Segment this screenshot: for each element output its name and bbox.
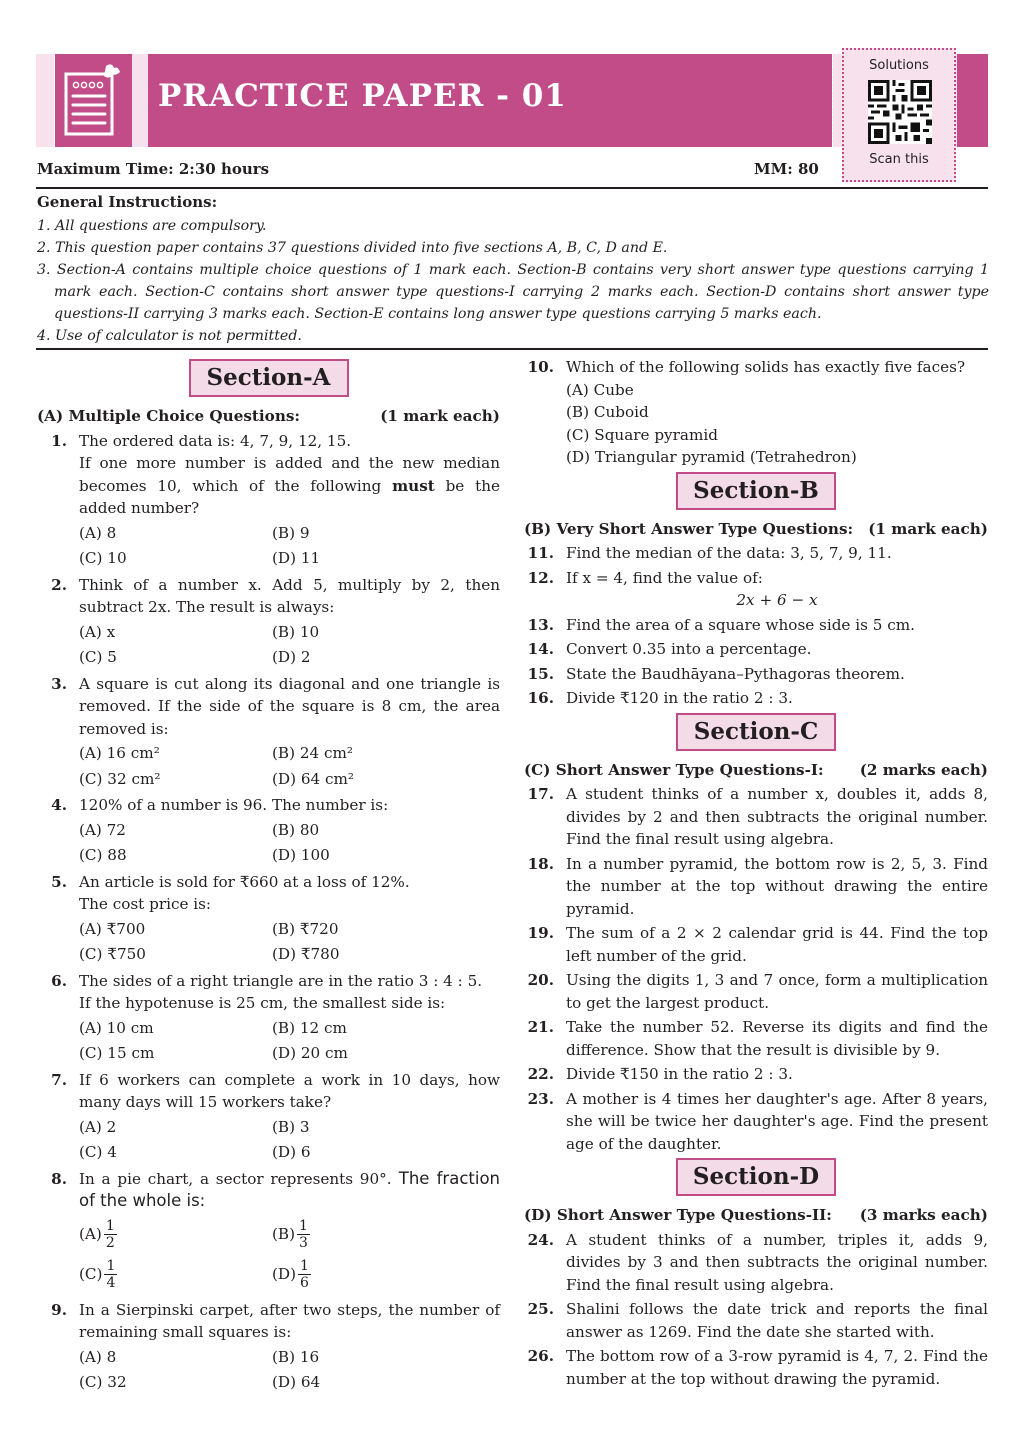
section-c-subhead bbox=[524, 759, 988, 782]
question-text: In a Sierpinski carpet, after two steps, the number of remaining small squares is: bbox=[79, 1300, 500, 1341]
question-text: A square is cut along its diagonal and one triangle is removed. If the side of the square is 8 cm, the area removed is: bbox=[79, 674, 500, 738]
question-3 bbox=[37, 673, 500, 793]
options bbox=[79, 819, 500, 867]
question-number: 1. bbox=[51, 431, 67, 450]
question-number: 26. bbox=[527, 1347, 554, 1365]
question-5 bbox=[37, 871, 500, 968]
question-number: 2. bbox=[51, 575, 67, 594]
solutions-qr-box[interactable] bbox=[842, 48, 956, 182]
question-10 bbox=[524, 356, 988, 469]
question-16 bbox=[524, 687, 988, 710]
question-14 bbox=[524, 638, 988, 661]
question-number: 14. bbox=[527, 640, 554, 658]
options bbox=[79, 621, 500, 669]
option-c[interactable]: (C) $\frac{1}{4}$ bbox=[79, 1258, 116, 1291]
question-text: A student thinks of a number, triples it, adds 9, divides by 3 and then subtracts the original number. Find the final result using algebra. bbox=[566, 1230, 988, 1294]
section-a-heading: Section-A bbox=[189, 359, 349, 397]
question-number: 3. bbox=[51, 674, 67, 693]
option-d[interactable]: (D) ₹780 bbox=[272, 945, 340, 963]
option-b[interactable]: (B) 12 cm bbox=[272, 1018, 347, 1037]
option-c[interactable]: (C) 15 cm bbox=[79, 1044, 155, 1062]
option-c[interactable]: (C) ₹750 bbox=[79, 945, 146, 963]
question-text: Convert 0.35 into a percentage. bbox=[566, 640, 812, 658]
question-18 bbox=[524, 853, 988, 921]
question-number: 21. bbox=[527, 1018, 554, 1036]
question-text: 120% of a number is 96. The number is: bbox=[79, 796, 389, 814]
option-b[interactable]: (B) 3 bbox=[272, 1117, 310, 1136]
question-9 bbox=[37, 1299, 500, 1396]
question-17 bbox=[524, 783, 988, 851]
question-7 bbox=[37, 1069, 500, 1166]
question-text: An article is sold for ₹660 at a loss of 12%. bbox=[79, 872, 410, 891]
question-text: The ordered data is: 4, 7, 9, 12, 15. bbox=[79, 431, 352, 450]
question-26 bbox=[524, 1345, 988, 1390]
option-c[interactable]: (C) 32 bbox=[79, 1373, 127, 1391]
question-text: If the hypotenuse is 25 cm, the smallest side is: bbox=[79, 994, 446, 1012]
question-number: 13. bbox=[527, 615, 554, 634]
question-number: 22. bbox=[527, 1065, 554, 1083]
question-text: The cost price is: bbox=[79, 895, 212, 913]
question-text: State the Baudhāyana–Pythagoras theorem. bbox=[566, 664, 905, 683]
option-b[interactable]: (B) ₹720 bbox=[272, 919, 339, 938]
question-25 bbox=[524, 1298, 988, 1343]
instructions-title: General Instructions: bbox=[37, 193, 218, 211]
fraction: $\frac{1}{4}$ bbox=[106, 1258, 116, 1291]
left-column bbox=[37, 356, 500, 1398]
option-b[interactable]: (B) Cuboid bbox=[566, 403, 649, 421]
option-b[interactable]: (B) $\frac{1}{3}$ bbox=[272, 1218, 308, 1251]
section-d-subhead bbox=[524, 1204, 988, 1227]
question-text: The bottom row of a 3-row pyramid is 4, 7, 2. Find the number at the top without drawing the pyramid. bbox=[566, 1347, 988, 1388]
option-c[interactable]: (C) 32 cm² bbox=[79, 769, 161, 788]
banner-left-strip bbox=[36, 54, 54, 147]
option-d[interactable]: (D) 11 bbox=[272, 549, 321, 567]
question-number: 19. bbox=[527, 924, 554, 942]
option-d[interactable]: (D) $\frac{1}{6}$ bbox=[272, 1258, 309, 1291]
question-text: Which of the following solids has exactly five faces? bbox=[566, 358, 966, 376]
option-b[interactable]: (B) 10 bbox=[272, 622, 320, 641]
question-number: 11. bbox=[527, 544, 554, 562]
option-d[interactable]: (D) 6 bbox=[272, 1143, 311, 1161]
subhead-marks: (1 mark each) bbox=[868, 519, 988, 538]
question-number: 17. bbox=[527, 785, 554, 803]
question-text: The sides of a right triangle are in the ratio 3 : 4 : 5. bbox=[79, 971, 483, 990]
question-text: Find the area of a square whose side is 5 cm. bbox=[566, 615, 915, 634]
question-number: 24. bbox=[527, 1230, 554, 1249]
subhead-marks: (1 mark each) bbox=[380, 407, 500, 425]
question-number: 20. bbox=[527, 971, 554, 989]
question-2 bbox=[37, 574, 500, 671]
question-text: A student thinks of a number x, doubles it, adds 8, divides by 2 and then subtracts the original number. Find the final result using algebra. bbox=[566, 785, 988, 848]
options bbox=[79, 918, 500, 966]
option-d[interactable]: (D) Triangular pyramid (Tetrahedron) bbox=[566, 448, 857, 466]
option-a[interactable]: (A) ₹700 bbox=[79, 919, 146, 938]
equation: 2x + 6 − x bbox=[736, 591, 818, 609]
divider bbox=[36, 187, 988, 189]
option-b[interactable]: (B) 16 bbox=[272, 1347, 320, 1366]
question-number: 7. bbox=[51, 1070, 67, 1089]
question-number: 15. bbox=[527, 664, 554, 683]
subhead-marks: (3 marks each) bbox=[859, 1206, 988, 1224]
option-a[interactable]: (A) 8 bbox=[79, 523, 117, 542]
qr-bottom-label: Scan this bbox=[869, 152, 929, 167]
question-text: If 6 workers can complete a work in 10 days, how many days will 15 workers take? bbox=[79, 1070, 500, 1111]
question-number: 25. bbox=[527, 1300, 554, 1318]
option-c[interactable]: (C) 4 bbox=[79, 1143, 117, 1161]
question-number: 8. bbox=[51, 1169, 67, 1188]
option-a[interactable]: (A) 2 bbox=[79, 1117, 117, 1136]
question-text: Find the median of the data: 3, 5, 7, 9, 11. bbox=[566, 544, 892, 562]
banner-right-end bbox=[957, 54, 988, 147]
option-d[interactable]: (D) 100 bbox=[272, 846, 330, 864]
option-a[interactable]: (A) Cube bbox=[566, 380, 634, 399]
instruction-item: 4. Use of calculator is not permitted. bbox=[37, 328, 302, 344]
question-20 bbox=[524, 969, 988, 1014]
options bbox=[79, 742, 500, 790]
question-text: Shalini follows the date trick and reports the final answer as 1269. Find the date she started with. bbox=[566, 1300, 988, 1341]
options bbox=[79, 1116, 500, 1164]
subhead-title: (C) Short Answer Type Questions-I: bbox=[524, 760, 824, 779]
subhead-title: (A) Multiple Choice Questions: bbox=[37, 407, 301, 425]
section-c-heading: Section-C bbox=[676, 713, 836, 751]
option-c[interactable]: (C) Square pyramid bbox=[566, 425, 718, 444]
question-text: A mother is 4 times her daughter's age. After 8 years, she will be twice her daughter's age. Find the present age of the daughter. bbox=[566, 1089, 988, 1153]
question-text: In a number pyramid, the bottom row is 2, 5, 3. Find the number at the top without drawing the entire pyramid. bbox=[566, 854, 988, 918]
question-4 bbox=[37, 794, 500, 869]
options bbox=[79, 1346, 500, 1394]
question-8 bbox=[37, 1168, 500, 1297]
option-a[interactable]: (A) x bbox=[79, 622, 116, 641]
maximum-time: Maximum Time: 2:30 hours bbox=[37, 160, 270, 178]
right-column bbox=[524, 356, 988, 1392]
question-21 bbox=[524, 1016, 988, 1061]
question-11 bbox=[524, 542, 988, 565]
question-22 bbox=[524, 1063, 988, 1086]
page-title: PRACTICE PAPER - 01 bbox=[158, 78, 567, 114]
question-19 bbox=[524, 922, 988, 967]
divider bbox=[36, 348, 988, 350]
section-a-subhead bbox=[37, 405, 500, 428]
question-24 bbox=[524, 1229, 988, 1297]
option-c[interactable]: (C) 88 bbox=[79, 846, 127, 864]
option-c[interactable]: (C) 5 bbox=[79, 648, 117, 666]
option-a[interactable]: (A) 10 cm bbox=[79, 1018, 154, 1037]
options bbox=[79, 1215, 500, 1295]
option-a[interactable]: (A) 8 bbox=[79, 1347, 117, 1366]
option-b[interactable]: (B) 9 bbox=[272, 523, 310, 542]
fraction: $\frac{1}{6}$ bbox=[300, 1258, 309, 1291]
question-text: Divide ₹150 in the ratio 2 : 3. bbox=[566, 1065, 793, 1083]
option-a[interactable]: (A) $\frac{1}{2}$ bbox=[79, 1218, 115, 1251]
options bbox=[79, 522, 500, 570]
option-c[interactable]: (C) 10 bbox=[79, 549, 127, 567]
question-number: 12. bbox=[527, 568, 554, 587]
option-a[interactable]: (A) 72 bbox=[79, 820, 126, 839]
question-number: 16. bbox=[527, 689, 554, 707]
fraction: $\frac{1}{2}$ bbox=[105, 1218, 115, 1251]
instruction-item: 3. Section-A contains multiple choice questions of 1 mark each. Section-B contains very short answer type questions carrying 1 mark each. Section-C contains short answer type questions-I carrying 2 marks each. Section-D contains short answer type questions-II carrying 3 marks each. Section-E contains long answer type questions carrying 5 marks each. bbox=[37, 262, 989, 322]
question-12 bbox=[524, 567, 988, 612]
question-text: Divide ₹120 in the ratio 2 : 3. bbox=[566, 689, 793, 707]
question-number: 4. bbox=[51, 796, 67, 814]
question-text: Take the number 52. Reverse its digits and find the difference. Show that the result is divisible by 9. bbox=[566, 1018, 988, 1059]
question-number: 5. bbox=[51, 872, 67, 891]
instructions-list bbox=[37, 215, 989, 347]
emphasis: must bbox=[392, 476, 435, 495]
option-d[interactable]: (D) 64 bbox=[272, 1373, 321, 1391]
option-b[interactable]: (B) 24 cm² bbox=[272, 744, 353, 762]
question-13 bbox=[524, 614, 988, 637]
question-1 bbox=[37, 430, 500, 572]
question-6 bbox=[37, 970, 500, 1067]
question-text: In a pie chart, a sector represents 90°. The fraction of the whole is: bbox=[79, 1168, 500, 1210]
section-b-heading: Section-B bbox=[676, 472, 836, 510]
qr-code-icon[interactable] bbox=[868, 80, 932, 144]
question-number: 10. bbox=[527, 358, 554, 376]
subhead-title: (B) Very Short Answer Type Questions: bbox=[524, 519, 854, 538]
question-number: 6. bbox=[51, 971, 67, 990]
question-number: 18. bbox=[527, 854, 554, 873]
instruction-item: 1. All questions are compulsory. bbox=[37, 218, 267, 234]
subhead-marks: (2 marks each) bbox=[859, 760, 988, 779]
subhead-title: (D) Short Answer Type Questions-II: bbox=[524, 1206, 832, 1224]
question-number: 23. bbox=[527, 1089, 554, 1108]
question-text: If x = 4, find the value of: bbox=[566, 568, 763, 587]
instruction-item: 2. This question paper contains 37 questions divided into five sections A, B, C, D and E. bbox=[37, 240, 668, 256]
document-list-icon bbox=[62, 60, 128, 140]
maximum-marks: MM: 80 bbox=[754, 160, 819, 178]
qr-top-label: Solutions bbox=[869, 58, 929, 73]
options bbox=[566, 379, 988, 469]
option-d[interactable]: (D) 20 cm bbox=[272, 1044, 348, 1062]
section-d-heading: Section-D bbox=[676, 1158, 836, 1196]
question-number: 9. bbox=[51, 1300, 67, 1319]
question-23 bbox=[524, 1088, 988, 1156]
option-b[interactable]: (B) 80 bbox=[272, 820, 320, 839]
fraction: $\frac{1}{3}$ bbox=[299, 1218, 308, 1251]
question-text: If one more number is added and the new median becomes 10, which of the following must be the added number? bbox=[79, 454, 500, 517]
section-b-subhead bbox=[524, 518, 988, 541]
option-d[interactable]: (D) 64 cm² bbox=[272, 769, 355, 788]
question-15 bbox=[524, 663, 988, 686]
option-a[interactable]: (A) 16 cm² bbox=[79, 744, 160, 762]
question-text: The sum of a 2 × 2 calendar grid is 44. Find the top left number of the grid. bbox=[566, 924, 988, 965]
question-text: Think of a number x. Add 5, multiply by 2, then subtract 2x. The result is always: bbox=[79, 575, 500, 616]
question-text: Using the digits 1, 3 and 7 once, form a multiplication to get the largest product. bbox=[566, 971, 988, 1012]
option-d[interactable]: (D) 2 bbox=[272, 648, 311, 666]
options bbox=[79, 1017, 500, 1065]
banner-mid-strip bbox=[132, 54, 148, 147]
